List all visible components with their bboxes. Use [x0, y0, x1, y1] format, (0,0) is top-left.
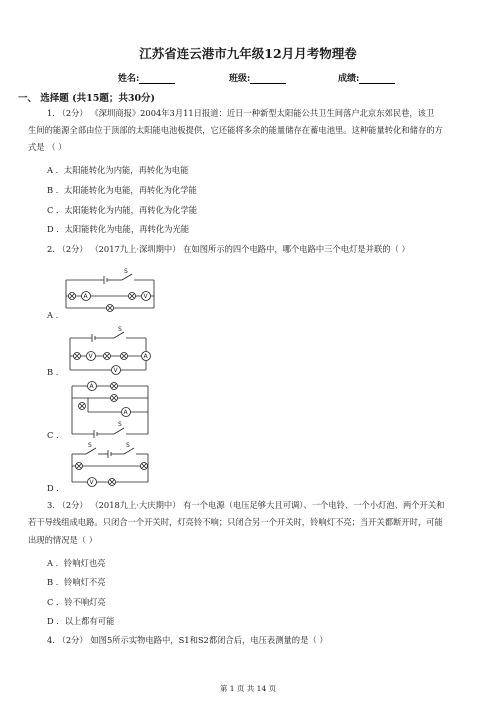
- q1-option-c: C ．太阳能转化为内能，再转化为化学能: [47, 205, 198, 215]
- score-field: [338, 71, 395, 84]
- circuit-b-switch-label: S: [118, 326, 122, 333]
- q3-line1: 3. （2分） （2018九上·大庆期中） 有一个电源（电压足够大且可调）、一个电铃、一个小灯泡、两个开关和: [47, 500, 445, 510]
- q1-option-b: B ．太阳能转化为电能，再转化为化学能: [47, 185, 197, 195]
- section-heading: 一、 选择题 (共15题；共30分): [18, 93, 156, 104]
- circuit-c-diagram: [68, 378, 158, 438]
- q2-option-b-label: B .: [47, 367, 59, 377]
- q1-line3: 式是 （ ）: [28, 142, 67, 152]
- score-label: 成绩:: [338, 74, 360, 84]
- circuit-d-switch2-label: S: [126, 442, 130, 449]
- q4-line1: 4. （2分） 如图5所示实物电路中，S1和S2都闭合后，电压表测量的是（ ）: [47, 635, 328, 645]
- name-label: 姓名:: [118, 74, 140, 84]
- name-field: [118, 71, 175, 84]
- q3-option-b: B ．铃响灯不亮: [47, 577, 106, 587]
- circuit-a-switch-label: S: [124, 268, 128, 275]
- q3-line2: 若干导线组成电路。只闭合一个开关时，灯亮铃不响；只闭合另一个开关时，铃响灯不亮；当开关都断开时，可能: [28, 517, 443, 527]
- circuit-b-diagram: [66, 326, 156, 374]
- circuit-c-switch-label: S: [118, 421, 122, 428]
- class-label: 班级:: [229, 74, 251, 84]
- class-field: [229, 71, 286, 84]
- circuit-a-diagram: [62, 268, 162, 312]
- q2-option-c-label: C .: [47, 430, 59, 440]
- circuit-b-ammeter-label: A: [143, 353, 148, 360]
- q2-option-a-label: A .: [47, 310, 59, 320]
- name-blank: [139, 74, 175, 84]
- page-footer: 第 1 页 共 14 页: [219, 684, 277, 693]
- circuit-b-voltmeter-label: V: [88, 353, 93, 360]
- q1-option-d: D ．太阳能转化为电能，再转化为光能: [47, 224, 190, 234]
- q1-line1: 1. （2分） 《深圳商报》2004年3月11日报道：近日一种新型太阳能公共卫生间落户北京东郊民巷，该卫: [47, 108, 435, 118]
- circuit-d-switch1-label: S: [88, 442, 92, 449]
- q2-line1: 2. （2分） （2017九上·深圳期中） 在如图所示的四个电路中，哪个电路中三个电灯是并联的（ ）: [47, 244, 410, 254]
- q3-option-a: A ．铃响灯也亮: [47, 558, 106, 568]
- page-title: 江苏省连云港市九年级12月月考物理卷: [139, 46, 357, 61]
- circuit-d-voltmeter-label: V: [89, 479, 94, 486]
- class-blank: [250, 74, 286, 84]
- q3-option-c: C ．铃不响灯亮: [47, 597, 106, 607]
- q1-option-a: A ．太阳能转化为内能，再转化为电能: [47, 165, 189, 175]
- score-blank: [359, 74, 395, 84]
- q2-option-d-label: D .: [47, 483, 59, 493]
- circuit-d-diagram: [68, 442, 158, 490]
- circuit-a-ammeter-label: A: [83, 293, 88, 300]
- circuit-a-voltmeter-label: V: [143, 293, 148, 300]
- q3-line3: 出现的情况是（ ）: [28, 535, 98, 545]
- circuit-c-ammeter2-label: A: [123, 409, 128, 416]
- q3-option-d: D ．以上都有可能: [47, 616, 115, 626]
- q1-line2: 生间的能源全部由位于顶部的太阳能电池板提供，它还能将多余的能量储存在蓄电池里。这种能量转化和储存的方: [28, 125, 443, 135]
- circuit-c-ammeter1-label: A: [89, 383, 94, 390]
- circuit-b-voltmeter2-label: V: [113, 367, 118, 374]
